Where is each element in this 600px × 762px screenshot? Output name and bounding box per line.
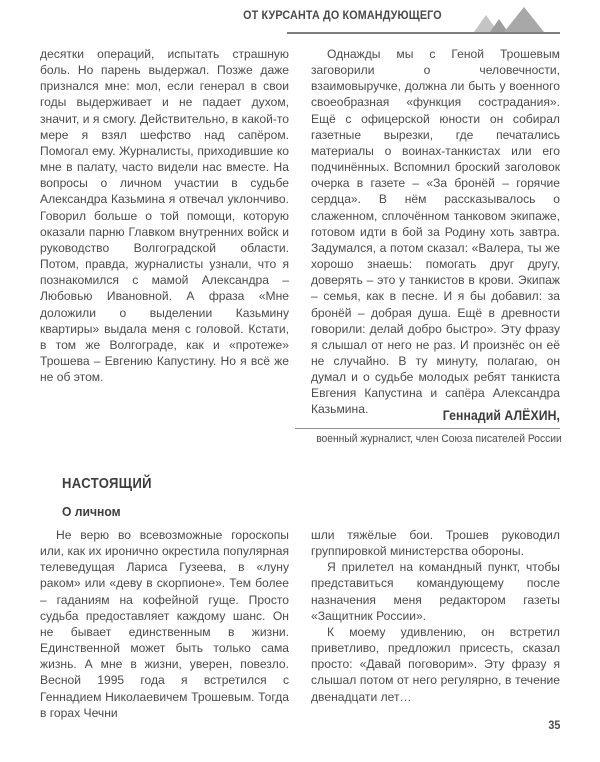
article-top-right-column: [311, 46, 560, 418]
paragraph: десятки операций, испытать страшную боль. Но парень выдержал. Позже даже признался мне: мол, если генерал в свои годы выдерживает и не падает духом, значит, и я смогу. Действительно, в какой-то мере я взял шефство над сапёром. Помогал ему. Журналисты, приходившие ко мне в палату, часто видели нас вместе. На вопросы о личном участии в судьбе Александра Казьмина я отвечал уклончиво. Говорил больше о той помощи, которую оказали парню Главком внутренних войск и руководство Волгоградской области. Потом, правда, журналисты узнали, что я познакомился с мамой Александра – Любовью Ивановной. А фраза «Мне доложили о выделении Казьмину квартиры» выдала меня с головой. Кстати, в том же Волгограде, как и «протеже» Трошева – Евгению Капустину. Но я всё же не об этом.: [40, 47, 289, 385]
running-head: [40, 6, 560, 36]
paragraph: Однажды мы с Геной Трошевым заговорили о человечности, взаимовыручке, должна ли быть у военного своеобразная «функция сострадания». Ещё с офицерской юности он собирал газетные вырезки, где печатались материалы о воинах-танкистах или его подчинённых. Вспомнил броский заголовок очерка в газете – «За бронёй – горячие сердца». В нём рассказывалось о слаженном, сплочённом танковом экипаже, готовом идти в бой за Родину хоть завтра. Задумался, а потом сказал: «Валера, ты же хорошо знаешь: помогать друг другу, доверять – это у танкистов в крови. Экипаж – семья, как в песне. И я бы добавил: за бронёй – добрая душа. Ещё в древности говорили: делай добро быстро». Эту фразу я слышал от него не раз. И произнёс он её не случайно. В ту минуту, полагаю, он думал и о судьбе молодых ребят танкиста Евгения Капустина и сапёра Александра Казьмина.: [311, 47, 560, 417]
paragraph: шли тяжёлые бои. Трошев руководил группировкой министерства обороны.: [311, 528, 560, 559]
article-top-left-column: [40, 46, 289, 418]
author-role: военный журналист, член Союза писателей России: [316, 433, 562, 446]
section-subtitle: О личном: [62, 504, 121, 519]
article-bottom: [40, 527, 560, 721]
paragraph: Не верю во всевозможные гороскопы или, как их иронично окрестила популярная телеведущая Лариса Гузеева, в «луну раком» или «деву в скорпионе». Тем более – гаданиям на кофейной гуще. Просто судьба предоставляет каждому шанс. Он не бывает единственным в жизни. Единственной может быть только сама жизнь. А мне в жизни, уверен, повезло. Весной 1995 года я встретился с Геннадием Николаевичем Трошевым. Тогда в горах Чечни: [40, 528, 289, 720]
author-signature: [295, 408, 560, 445]
paragraph: Я прилетел на командный пункт, чтобы представиться командующему после назначения меня редактором газеты «Защитник России».: [311, 560, 560, 623]
section-title: НАСТОЯЩИЙ: [62, 476, 152, 492]
signature-divider: [295, 428, 560, 429]
article-bottom-left-column: [40, 527, 289, 721]
article-bottom-right-column: [311, 527, 560, 721]
mountains-icon: [460, 6, 552, 32]
page-number: 35: [547, 718, 560, 732]
author-name: Геннадий АЛЁХИН,: [442, 408, 560, 423]
running-head-rule: [287, 32, 560, 34]
article-top: [40, 46, 560, 418]
paragraph: К моему удивлению, он встретил приветливо, предложил присесть, сказал просто: «Давай поговорим». Эту фразу я слышал потом от него регулярно, в течение двенадцати лет…: [311, 624, 560, 704]
running-head-title: ОТ КУРСАНТА ДО КОМАНДУЮЩЕГО: [243, 8, 442, 22]
